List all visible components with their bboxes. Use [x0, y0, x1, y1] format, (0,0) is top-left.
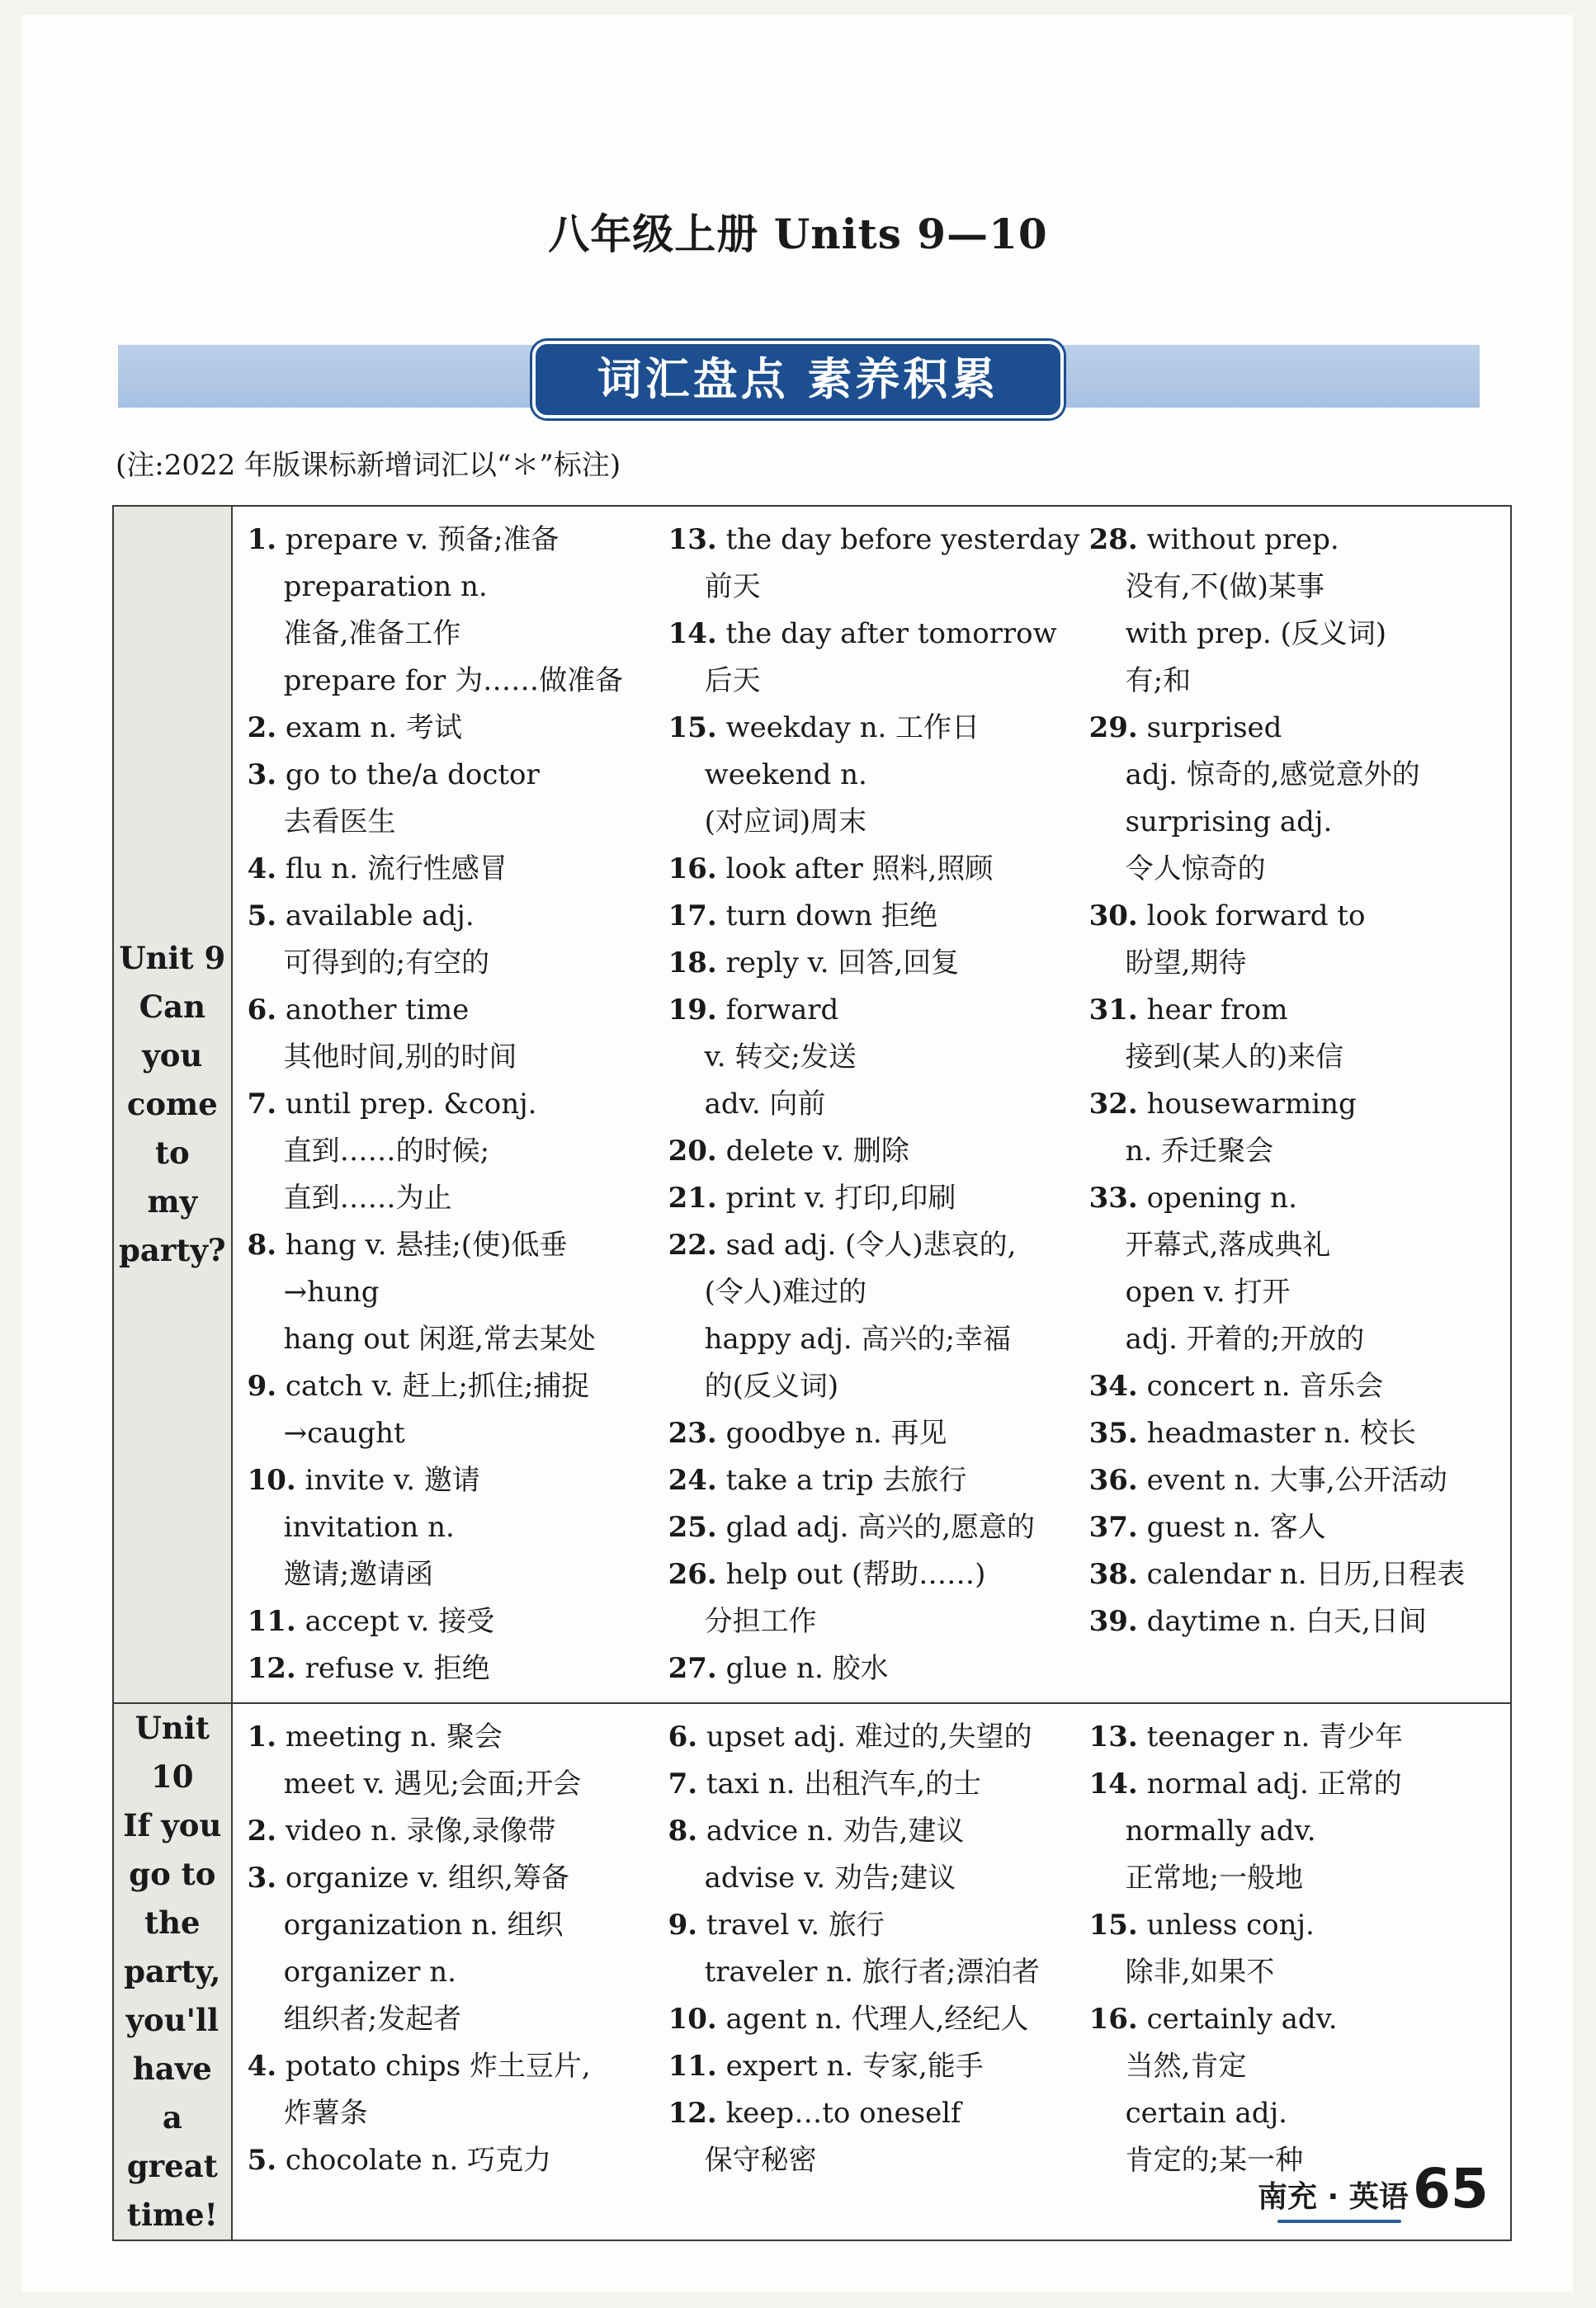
- unit-vocab-cell: [232, 506, 1511, 1703]
- vocab-entry: [1089, 1949, 1510, 1996]
- entry-number: 21.: [668, 1182, 717, 1215]
- entry-number: 4.: [247, 2050, 277, 2083]
- vocab-entry: [248, 1128, 668, 1175]
- entry-text: (对应词)周末: [704, 805, 867, 838]
- unit-title-line: great: [126, 2148, 218, 2184]
- entry-number: 16.: [668, 852, 717, 885]
- unit-vocab-cell: [232, 1703, 1511, 2240]
- unit-row: [113, 1703, 1511, 2240]
- entry-text: catch v. 赶上;抓住;捕捉: [285, 1370, 590, 1403]
- vocab-entry: [248, 564, 668, 611]
- vocab-entry: [1089, 1034, 1510, 1081]
- entry-text: (令人)难过的: [704, 1276, 867, 1309]
- vocab-entry: [1089, 658, 1510, 705]
- vocab-entry: [248, 799, 668, 846]
- entry-text: organization n. 组织: [283, 1909, 564, 1942]
- vocab-entry: [668, 1949, 1089, 1996]
- vocab-entry: [1089, 1175, 1510, 1222]
- vocab-entry: [668, 987, 1089, 1034]
- entry-number: 19.: [668, 994, 717, 1027]
- entry-number: 12.: [247, 1652, 296, 1685]
- entry-text: advise v. 劝告;建议: [704, 1862, 956, 1895]
- entry-text: 直到……的时候;: [283, 1135, 490, 1168]
- entry-text: taxi n. 出租汽车,的士: [706, 1768, 982, 1801]
- vocab-entry: [248, 705, 668, 752]
- entry-number: 31.: [1088, 994, 1138, 1027]
- vocab-entry: [668, 1645, 1089, 1692]
- entry-number: 5.: [247, 899, 277, 932]
- vocab-entry: [668, 1598, 1089, 1645]
- entry-text: →hung: [283, 1276, 380, 1309]
- vocab-entry: [1089, 987, 1510, 1034]
- vocab-entry: [1089, 2090, 1510, 2137]
- vocab-entry: [1089, 517, 1510, 564]
- unit-row: [113, 506, 1511, 1703]
- vocab-entry: [248, 1598, 668, 1645]
- unit-title-line: party,: [124, 1953, 221, 1989]
- vocab-entry: [1089, 611, 1510, 658]
- entry-text: until prep. &conj.: [285, 1088, 537, 1121]
- entry-number: 32.: [1088, 1088, 1138, 1121]
- entry-text: upset adj. 难过的,失望的: [706, 1720, 1032, 1753]
- entry-text: glue n. 胶水: [725, 1652, 889, 1685]
- vocab-entry: [1089, 1081, 1510, 1128]
- entry-text: hang v. 悬挂;(使)低垂: [285, 1229, 568, 1262]
- vocab-entry: [1089, 1316, 1510, 1363]
- vocab-entry: [248, 752, 668, 799]
- vocab-entry: [248, 1269, 668, 1316]
- entry-text: another time: [285, 994, 470, 1027]
- entry-text: look after 照料,照顾: [725, 852, 994, 885]
- entry-text: agent n. 代理人,经纪人: [725, 2003, 1029, 2036]
- entry-number: 22.: [668, 1229, 717, 1262]
- vocab-entry: [248, 1855, 668, 1902]
- entry-text: daytime n. 白天,日间: [1146, 1605, 1427, 1638]
- vocab-entry: [668, 893, 1089, 940]
- vocab-entry: [668, 846, 1089, 893]
- entry-number: 1.: [247, 523, 277, 556]
- vocab-entry: [248, 1363, 668, 1410]
- vocab-entry: [1089, 564, 1510, 611]
- vocab-entry: [668, 1761, 1089, 1808]
- vocab-entry: [248, 1410, 668, 1457]
- entry-number: 10.: [668, 2003, 717, 2036]
- entry-text: accept v. 接受: [305, 1605, 495, 1638]
- vocab-entry: [668, 611, 1089, 658]
- vocab-entry: [248, 2137, 668, 2184]
- entry-number: 16.: [1088, 2003, 1138, 2036]
- vocab-entry: [668, 2043, 1089, 2090]
- entry-text: adv. 向前: [704, 1088, 826, 1121]
- entry-number: 14.: [1088, 1768, 1138, 1801]
- vocab-entry: [248, 893, 668, 940]
- entry-text: teenager n. 青少年: [1146, 1720, 1404, 1753]
- entry-number: 28.: [1088, 523, 1138, 556]
- vocab-entry: [248, 658, 668, 705]
- entry-text: advice n. 劝告,建议: [706, 1815, 965, 1848]
- entry-text: take a trip 去旅行: [725, 1464, 967, 1497]
- vocab-entry: [248, 1551, 668, 1598]
- entry-text: chocolate n. 巧克力: [285, 2144, 552, 2177]
- entry-text: help out (帮助……): [725, 1558, 986, 1591]
- unit-title-line: to: [154, 1135, 190, 1171]
- footer-underline: [1277, 2220, 1401, 2223]
- entry-number: 3.: [247, 758, 277, 791]
- unit-title-line: you: [142, 1037, 203, 1074]
- entry-text: event n. 大事,公开活动: [1146, 1464, 1447, 1497]
- vocab-entry: [668, 564, 1089, 611]
- entry-text: calendar n. 日历,日程表: [1146, 1558, 1466, 1591]
- entry-number: 23.: [668, 1417, 717, 1450]
- unit-title-line: Can: [139, 989, 205, 1025]
- entry-number: 8.: [247, 1229, 277, 1262]
- vocab-entry: [668, 1457, 1089, 1504]
- entry-text: invite v. 邀请: [305, 1464, 480, 1497]
- vocab-entry: [248, 1034, 668, 1081]
- entry-text: happy adj. 高兴的;幸福: [704, 1323, 1011, 1356]
- entry-text: goodbye n. 再见: [725, 1417, 947, 1450]
- entry-text: organizer n.: [283, 1956, 456, 1989]
- vocab-entry: [668, 1902, 1089, 1949]
- note-text: (注:2022 年版课标新增词汇以“＊”标注): [116, 449, 621, 482]
- entry-text: potato chips 炸土豆片,: [285, 2050, 591, 2083]
- entry-text: 准备,准备工作: [283, 617, 461, 650]
- entry-number: 6.: [668, 1720, 698, 1753]
- entry-number: 15.: [1088, 1909, 1138, 1942]
- unit-title-line: time!: [126, 2197, 218, 2233]
- entry-number: 30.: [1088, 899, 1138, 932]
- entry-text: prepare for 为……做准备: [283, 664, 624, 697]
- vocab-entry: [668, 1034, 1089, 1081]
- vocab-entry: [668, 1269, 1089, 1316]
- entry-number: 2.: [247, 1815, 277, 1848]
- entry-text: 盼望,期待: [1125, 946, 1247, 979]
- entry-text: 保守秘密: [704, 2144, 817, 2177]
- vocab-entry: [1089, 1551, 1510, 1598]
- entry-number: 3.: [247, 1862, 277, 1895]
- entry-number: 36.: [1088, 1464, 1138, 1497]
- entry-number: 24.: [668, 1464, 717, 1497]
- vocab-entry: [1089, 893, 1510, 940]
- entry-text: preparation n.: [283, 570, 488, 603]
- entry-text: meet v. 遇见;会面;开会: [283, 1768, 582, 1801]
- vocab-entry: [668, 1363, 1089, 1410]
- vocab-entry: [1089, 846, 1510, 893]
- vocab-entry: [668, 658, 1089, 705]
- entry-number: 5.: [247, 2144, 277, 2177]
- entry-number: 9.: [247, 1370, 277, 1403]
- entry-text: 炸薯条: [283, 2097, 368, 2130]
- vocab-entry: [248, 517, 668, 564]
- vocab-entry: [248, 1457, 668, 1504]
- entry-number: 27.: [668, 1652, 717, 1685]
- unit-title-line: party?: [119, 1232, 226, 1268]
- entry-text: 接到(某人的)来信: [1125, 1041, 1344, 1074]
- entry-text: 除非,如果不: [1125, 1956, 1275, 1989]
- entry-number: 1.: [247, 1720, 277, 1753]
- unit-title-line: the: [144, 1904, 201, 1941]
- entry-text: headmaster n. 校长: [1146, 1417, 1416, 1450]
- vocab-entry: [1089, 1457, 1510, 1504]
- entry-number: 20.: [668, 1135, 717, 1168]
- entry-text: meeting n. 聚会: [285, 1720, 503, 1753]
- vocab-entry: [248, 1504, 668, 1551]
- vocab-entry: [668, 940, 1089, 987]
- vocab-entry: [668, 752, 1089, 799]
- entry-text: 开幕式,落成典礼: [1125, 1229, 1331, 1262]
- vocab-entry: [1089, 1222, 1510, 1269]
- vocab-column: [668, 1714, 1089, 2184]
- entry-text: 的(反义词): [704, 1370, 839, 1403]
- unit-title-cell: [113, 506, 232, 1703]
- entry-number: 35.: [1088, 1417, 1138, 1450]
- vocab-entry: [248, 1996, 668, 2043]
- vocab-entry: [668, 1714, 1089, 1761]
- entry-text: 后天: [704, 664, 761, 697]
- unit-title-line: you'll: [125, 2002, 220, 2038]
- entry-text: certainly adv.: [1146, 2003, 1338, 2036]
- entry-number: 11.: [247, 1605, 296, 1638]
- entry-number: 4.: [247, 852, 277, 885]
- page-number: 65: [1413, 2157, 1489, 2221]
- vocab-entry: [1089, 1808, 1510, 1855]
- entry-text: adj. 开着的;开放的: [1125, 1323, 1365, 1356]
- entry-text: print v. 打印,印刷: [725, 1182, 956, 1215]
- vocab-entry: [668, 1081, 1089, 1128]
- vocab-entry: [668, 1410, 1089, 1457]
- vocab-entry: [248, 2043, 668, 2090]
- entry-text: flu n. 流行性感冒: [285, 852, 508, 885]
- entry-text: refuse v. 拒绝: [305, 1652, 490, 1685]
- entry-number: 8.: [668, 1815, 698, 1848]
- entry-number: 15.: [668, 711, 717, 744]
- entry-text: video n. 录像,录像带: [285, 1815, 556, 1848]
- vocab-entry: [1089, 1855, 1510, 1902]
- vocab-entry: [248, 1761, 668, 1808]
- entry-text: guest n. 客人: [1146, 1511, 1326, 1544]
- entry-number: 11.: [668, 2050, 717, 2083]
- entry-number: 37.: [1088, 1511, 1138, 1544]
- unit-title-line: go to: [129, 1856, 216, 1892]
- vocab-entry: [248, 611, 668, 658]
- entry-number: 39.: [1088, 1605, 1138, 1638]
- unit-title-line: come: [126, 1086, 218, 1122]
- entry-number: 17.: [668, 899, 717, 932]
- vocab-entry: [1089, 1363, 1510, 1410]
- entry-number: 38.: [1088, 1558, 1138, 1591]
- entry-text: available adj.: [285, 899, 475, 932]
- entry-text: turn down 拒绝: [725, 899, 938, 932]
- entry-text: normally adv.: [1125, 1815, 1316, 1848]
- entry-text: with prep. (反义词): [1125, 617, 1387, 650]
- vocab-entry: [248, 1808, 668, 1855]
- entry-text: prepare v. 预备;准备: [285, 523, 560, 556]
- vocab-entry: [1089, 1902, 1510, 1949]
- entry-text: glad adj. 高兴的,愿意的: [725, 1511, 1036, 1544]
- entry-text: expert n. 专家,能手: [725, 2050, 984, 2083]
- entry-text: forward: [725, 994, 839, 1027]
- vocab-entry: [248, 987, 668, 1034]
- vocab-entry: [248, 1949, 668, 1996]
- entry-number: 6.: [247, 994, 277, 1027]
- vocab-entry: [668, 1504, 1089, 1551]
- vocab-entry: [668, 2137, 1089, 2184]
- entry-text: traveler n. 旅行者;漂泊者: [704, 1956, 1041, 1989]
- entry-text: 有;和: [1125, 664, 1192, 697]
- entry-text: sad adj. (令人)悲哀的,: [725, 1229, 1017, 1262]
- entry-text: 邀请;邀请函: [283, 1558, 434, 1591]
- entry-text: hang out 闲逛,常去某处: [283, 1323, 596, 1356]
- entry-text: the day before yesterday: [725, 523, 1080, 556]
- entry-number: 12.: [668, 2097, 717, 2130]
- vocab-entry: [668, 1855, 1089, 1902]
- entry-text: v. 转交;发送: [704, 1041, 857, 1074]
- entry-text: adj. 惊奇的,感觉意外的: [1125, 758, 1420, 791]
- vocabulary-table: [112, 505, 1512, 2241]
- vocab-entry: [668, 705, 1089, 752]
- entry-text: surprising adj.: [1125, 805, 1333, 838]
- unit-title-cell: [113, 1703, 232, 2240]
- vocab-column: [1089, 517, 1510, 1692]
- entry-text: weekday n. 工作日: [725, 711, 980, 744]
- entry-text: keep…to oneself: [725, 2097, 961, 2130]
- entry-text: 去看医生: [283, 805, 396, 838]
- vocab-entry: [668, 1128, 1089, 1175]
- entry-text: 可得到的;有空的: [283, 946, 490, 979]
- entry-text: the day after tomorrow: [725, 617, 1057, 650]
- entry-number: 25.: [668, 1511, 717, 1544]
- page-title: 八年级上册 Units 9—10: [548, 210, 1048, 258]
- entry-text: look forward to: [1146, 899, 1366, 932]
- unit-title-line: If you: [123, 1807, 222, 1843]
- entry-text: concert n. 音乐会: [1146, 1370, 1384, 1403]
- entry-text: housewarming: [1146, 1088, 1357, 1121]
- entry-text: hear from: [1146, 994, 1288, 1027]
- vocab-entry: [1089, 752, 1510, 799]
- entry-text: surprised: [1146, 711, 1282, 744]
- entry-text: open v. 打开: [1125, 1276, 1291, 1309]
- entry-number: 34.: [1088, 1370, 1138, 1403]
- entry-text: n. 乔迁聚会: [1125, 1135, 1274, 1168]
- vocab-column: [248, 517, 668, 1692]
- entry-number: 2.: [247, 711, 277, 744]
- entry-text: 直到……为止: [283, 1182, 452, 1215]
- vocab-entry: [248, 846, 668, 893]
- entry-text: invitation n.: [283, 1511, 455, 1544]
- vocab-entry: [248, 2090, 668, 2137]
- entry-number: 13.: [1088, 1720, 1138, 1753]
- vocab-entry: [668, 1551, 1089, 1598]
- entry-text: 令人惊奇的: [1125, 852, 1266, 885]
- entry-number: 33.: [1088, 1182, 1138, 1215]
- vocab-entry: [1089, 2043, 1510, 2090]
- unit-title-line: my: [147, 1183, 198, 1220]
- vocab-column: [248, 1714, 668, 2184]
- entry-text: normal adj. 正常的: [1146, 1768, 1402, 1801]
- vocab-entry: [668, 1808, 1089, 1855]
- entry-text: organize v. 组织,筹备: [285, 1862, 569, 1895]
- entry-text: travel v. 旅行: [706, 1909, 885, 1942]
- entry-number: 18.: [668, 946, 717, 979]
- entry-text: weekend n.: [704, 758, 867, 791]
- vocab-entry: [1089, 1269, 1510, 1316]
- entry-text: reply v. 回答,回复: [725, 946, 960, 979]
- vocab-column: [1089, 1714, 1510, 2184]
- entry-number: 13.: [668, 523, 717, 556]
- entry-text: 其他时间,别的时间: [283, 1041, 517, 1074]
- entry-text: →caught: [283, 1417, 405, 1450]
- vocab-entry: [248, 1175, 668, 1222]
- unit-title-line: Unit 10: [135, 1710, 210, 1795]
- entry-text: delete v. 删除: [725, 1135, 909, 1168]
- vocab-entry: [668, 799, 1089, 846]
- vocab-entry: [248, 1222, 668, 1269]
- entry-text: opening n.: [1146, 1182, 1297, 1215]
- vocab-entry: [668, 1175, 1089, 1222]
- vocab-entry: [1089, 1996, 1510, 2043]
- vocab-entry: [248, 1714, 668, 1761]
- entry-text: 肯定的;某一种: [1125, 2144, 1304, 2177]
- vocab-entry: [248, 940, 668, 987]
- unit-title-line: have a: [132, 2051, 212, 2136]
- vocab-entry: [668, 1996, 1089, 2043]
- vocab-entry: [248, 1902, 668, 1949]
- entry-text: exam n. 考试: [285, 711, 463, 744]
- entry-number: 14.: [668, 617, 717, 650]
- entry-number: 10.: [247, 1464, 296, 1497]
- entry-text: 没有,不(做)某事: [1125, 570, 1324, 603]
- footer-label: 南充 · 英语: [1258, 2180, 1409, 2214]
- entry-number: 7.: [668, 1768, 698, 1801]
- entry-text: 当然,肯定: [1125, 2050, 1247, 2083]
- vocab-entry: [1089, 1714, 1510, 1761]
- section-banner-label: 词汇盘点 素养积累: [532, 341, 1064, 418]
- entry-number: 9.: [668, 1909, 698, 1942]
- entry-text: unless conj.: [1146, 1909, 1315, 1942]
- entry-text: go to the/a doctor: [285, 758, 540, 791]
- vocab-entry: [668, 2090, 1089, 2137]
- vocab-entry: [1089, 1410, 1510, 1457]
- entry-number: 7.: [247, 1088, 277, 1121]
- entry-text: certain adj.: [1125, 2097, 1287, 2130]
- vocab-entry: [1089, 705, 1510, 752]
- vocab-entry: [1089, 1598, 1510, 1645]
- vocab-entry: [1089, 1761, 1510, 1808]
- vocab-entry: [1089, 1504, 1510, 1551]
- vocab-entry: [668, 1222, 1089, 1269]
- unit-title-line: Unit 9: [119, 940, 226, 976]
- entry-text: 正常地;一般地: [1125, 1862, 1304, 1895]
- vocab-entry: [248, 1645, 668, 1692]
- entry-number: 26.: [668, 1558, 717, 1591]
- entry-number: 29.: [1088, 711, 1138, 744]
- vocab-entry: [248, 1316, 668, 1363]
- vocab-column: [668, 517, 1089, 1692]
- entry-text: 组织者;发起者: [283, 2003, 462, 2036]
- entry-text: without prep.: [1146, 523, 1339, 556]
- entry-text: 分担工作: [704, 1605, 817, 1638]
- vocab-entry: [668, 1316, 1089, 1363]
- vocab-entry: [1089, 1128, 1510, 1175]
- vocab-entry: [248, 1081, 668, 1128]
- vocab-entry: [1089, 799, 1510, 846]
- entry-text: 前天: [704, 570, 761, 603]
- vocab-entry: [1089, 940, 1510, 987]
- vocab-entry: [668, 517, 1089, 564]
